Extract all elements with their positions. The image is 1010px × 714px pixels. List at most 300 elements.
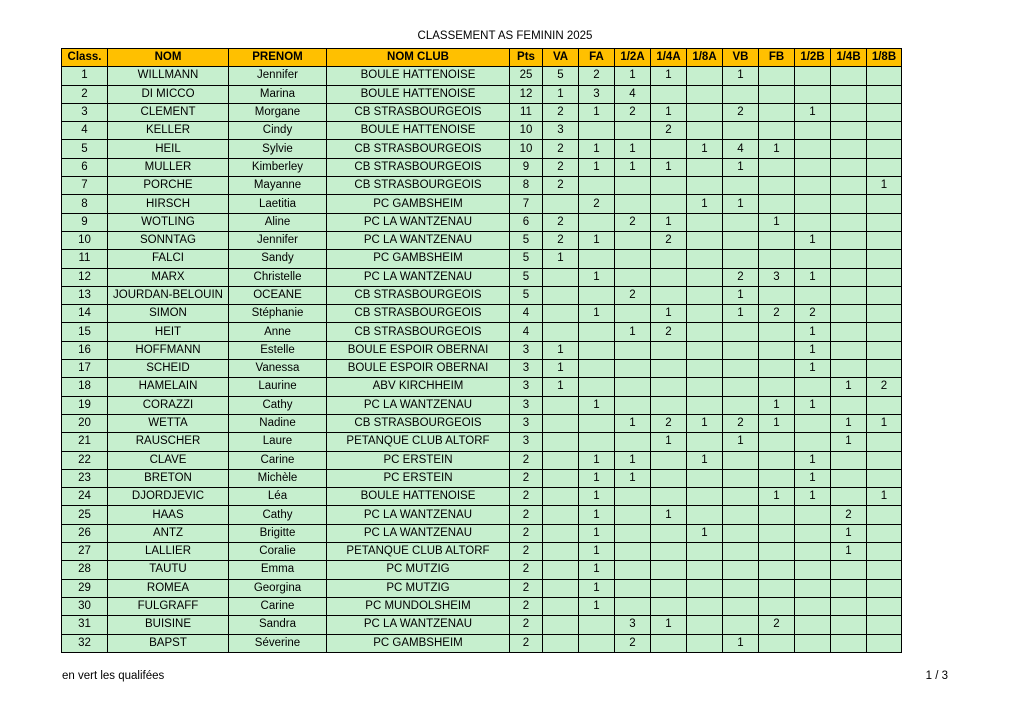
table-cell: Sandy — [229, 250, 327, 268]
table-cell: Mayanne — [229, 177, 327, 195]
table-cell: 1 — [62, 67, 108, 85]
table-cell — [723, 543, 759, 561]
table-cell — [687, 579, 723, 597]
table-cell: 2 — [651, 323, 687, 341]
table-cell — [543, 469, 579, 487]
table-cell — [687, 469, 723, 487]
table-cell: JOURDAN-BELOUIN — [108, 286, 229, 304]
table-cell — [615, 250, 651, 268]
table-cell: 1 — [687, 140, 723, 158]
table-cell — [615, 378, 651, 396]
table-cell: 8 — [510, 177, 543, 195]
table-cell — [651, 451, 687, 469]
table-cell — [543, 396, 579, 414]
table-cell: 2 — [723, 268, 759, 286]
table-cell: 1 — [723, 433, 759, 451]
table-cell — [759, 286, 795, 304]
table-cell — [651, 561, 687, 579]
table-row — [62, 158, 902, 176]
table-cell: 14 — [62, 305, 108, 323]
table-cell — [867, 360, 902, 378]
table-cell: 1 — [651, 433, 687, 451]
table-cell: 10 — [510, 140, 543, 158]
table-cell: CB STRASBOURGEOIS — [327, 414, 510, 432]
table-cell: 1 — [795, 268, 831, 286]
table-cell: 7 — [62, 177, 108, 195]
table-cell: 1 — [759, 414, 795, 432]
table-cell: 1 — [543, 85, 579, 103]
table-cell — [543, 579, 579, 597]
column-header: VA — [543, 49, 579, 67]
table-cell: CB STRASBOURGEOIS — [327, 305, 510, 323]
table-cell: 6 — [62, 158, 108, 176]
table-cell — [795, 286, 831, 304]
table-cell: 5 — [510, 286, 543, 304]
table-cell — [795, 158, 831, 176]
table-cell — [543, 597, 579, 615]
table-cell: 2 — [759, 305, 795, 323]
table-cell: Emma — [229, 561, 327, 579]
table-row — [62, 268, 902, 286]
table-cell: HAAS — [108, 506, 229, 524]
table-cell — [831, 177, 867, 195]
column-header: 1/8A — [687, 49, 723, 67]
table-row — [62, 451, 902, 469]
table-cell: Laetitia — [229, 195, 327, 213]
table-row — [62, 250, 902, 268]
table-cell: Laure — [229, 433, 327, 451]
table-cell — [543, 561, 579, 579]
table-row — [62, 360, 902, 378]
table-cell — [759, 360, 795, 378]
table-row — [62, 433, 902, 451]
table-cell: 2 — [510, 543, 543, 561]
table-cell: 1 — [579, 561, 615, 579]
column-header: FA — [579, 49, 615, 67]
table-cell: PC LA WANTZENAU — [327, 268, 510, 286]
column-header: NOM CLUB — [327, 49, 510, 67]
table-cell — [723, 323, 759, 341]
table-cell: 2 — [615, 286, 651, 304]
column-header: Pts — [510, 49, 543, 67]
table-cell — [651, 597, 687, 615]
table-cell — [615, 305, 651, 323]
table-cell: LALLIER — [108, 543, 229, 561]
table-cell — [723, 524, 759, 542]
table-cell: 1 — [615, 323, 651, 341]
table-row — [62, 67, 902, 85]
table-cell: Jennifer — [229, 67, 327, 85]
table-cell — [831, 360, 867, 378]
table-cell: 15 — [62, 323, 108, 341]
table-cell — [543, 634, 579, 652]
table-cell — [831, 634, 867, 652]
table-cell: PETANQUE CLUB ALTORF — [327, 543, 510, 561]
table-cell: PC MUTZIG — [327, 561, 510, 579]
table-cell — [651, 195, 687, 213]
table-cell: 1 — [579, 396, 615, 414]
table-cell: 1 — [831, 414, 867, 432]
table-cell — [651, 140, 687, 158]
table-cell: 2 — [615, 103, 651, 121]
table-cell: 2 — [510, 524, 543, 542]
table-cell — [687, 506, 723, 524]
table-cell — [723, 506, 759, 524]
table-cell — [579, 250, 615, 268]
table-cell: WOTLING — [108, 213, 229, 231]
table-cell — [759, 250, 795, 268]
table-body — [62, 67, 902, 653]
table-cell: 4 — [723, 140, 759, 158]
table-cell — [615, 396, 651, 414]
table-cell — [651, 579, 687, 597]
table-cell — [687, 396, 723, 414]
page-number: 1 / 3 — [925, 670, 948, 682]
table-cell — [759, 341, 795, 359]
table-cell: 2 — [651, 414, 687, 432]
table-cell: 10 — [62, 231, 108, 249]
table-cell: BOULE ESPOIR OBERNAI — [327, 341, 510, 359]
table-cell: 1 — [543, 250, 579, 268]
table-cell — [579, 360, 615, 378]
table-cell: 7 — [510, 195, 543, 213]
table-cell: RAUSCHER — [108, 433, 229, 451]
table-cell: 1 — [723, 158, 759, 176]
table-cell: 1 — [579, 488, 615, 506]
table-cell: 1 — [795, 323, 831, 341]
table-cell: 2 — [543, 177, 579, 195]
table-cell: HIRSCH — [108, 195, 229, 213]
table-cell — [543, 305, 579, 323]
table-cell: 2 — [615, 213, 651, 231]
table-cell: 2 — [795, 305, 831, 323]
table-cell: 1 — [723, 634, 759, 652]
table-cell — [759, 543, 795, 561]
table-cell — [579, 122, 615, 140]
table-cell: 11 — [510, 103, 543, 121]
table-cell: DI MICCO — [108, 85, 229, 103]
table-cell — [615, 506, 651, 524]
table-cell: 6 — [510, 213, 543, 231]
table-cell — [651, 634, 687, 652]
table-cell: PORCHE — [108, 177, 229, 195]
table-row — [62, 85, 902, 103]
table-cell — [579, 378, 615, 396]
column-header: 1/2A — [615, 49, 651, 67]
table-cell — [867, 286, 902, 304]
table-row — [62, 140, 902, 158]
table-cell — [651, 396, 687, 414]
table-cell: 3 — [579, 85, 615, 103]
table-cell — [543, 195, 579, 213]
table-cell: PC MUTZIG — [327, 579, 510, 597]
table-cell — [723, 378, 759, 396]
table-cell — [831, 305, 867, 323]
table-cell — [759, 433, 795, 451]
table-cell: 2 — [62, 85, 108, 103]
table-cell: Marina — [229, 85, 327, 103]
table-cell — [795, 177, 831, 195]
table-cell — [723, 488, 759, 506]
table-cell: PC GAMBSHEIM — [327, 195, 510, 213]
table-row — [62, 122, 902, 140]
table-cell — [723, 469, 759, 487]
table-cell — [579, 341, 615, 359]
table-cell — [867, 323, 902, 341]
table-cell — [759, 323, 795, 341]
table-cell — [615, 195, 651, 213]
table-cell — [867, 634, 902, 652]
table-cell — [723, 122, 759, 140]
table-cell: 1 — [831, 433, 867, 451]
table-cell: Stéphanie — [229, 305, 327, 323]
table-cell: 4 — [510, 305, 543, 323]
table-cell — [687, 360, 723, 378]
table-cell: 1 — [651, 616, 687, 634]
table-cell: 16 — [62, 341, 108, 359]
table-cell — [867, 250, 902, 268]
column-header: 1/4B — [831, 49, 867, 67]
table-cell: 2 — [579, 195, 615, 213]
table-cell — [831, 85, 867, 103]
table-cell: 2 — [723, 414, 759, 432]
table-row — [62, 597, 902, 615]
table-cell: 1 — [759, 488, 795, 506]
table-cell — [759, 634, 795, 652]
table-cell — [867, 433, 902, 451]
footer-note: en vert les qualifées — [62, 670, 165, 682]
table-cell: BOULE HATTENOISE — [327, 122, 510, 140]
table-cell: 5 — [543, 67, 579, 85]
table-cell — [543, 433, 579, 451]
table-cell: 2 — [543, 231, 579, 249]
table-cell: WETTA — [108, 414, 229, 432]
table-row — [62, 213, 902, 231]
table-cell: 3 — [615, 616, 651, 634]
table-cell: 13 — [62, 286, 108, 304]
table-cell — [687, 286, 723, 304]
table-cell: 5 — [62, 140, 108, 158]
table-cell — [795, 378, 831, 396]
table-cell: CLAVE — [108, 451, 229, 469]
table-cell: 1 — [831, 524, 867, 542]
table-cell: PC LA WANTZENAU — [327, 231, 510, 249]
table-cell: 1 — [615, 158, 651, 176]
table-cell — [543, 323, 579, 341]
table-cell: BOULE HATTENOISE — [327, 488, 510, 506]
table-cell — [543, 616, 579, 634]
table-cell: HAMELAIN — [108, 378, 229, 396]
table-cell — [651, 469, 687, 487]
column-header: 1/2B — [795, 49, 831, 67]
table-cell: 19 — [62, 396, 108, 414]
table-cell: 9 — [62, 213, 108, 231]
table-cell: Michèle — [229, 469, 327, 487]
table-cell — [543, 488, 579, 506]
table-cell: CB STRASBOURGEOIS — [327, 103, 510, 121]
table-cell — [867, 543, 902, 561]
table-cell: 1 — [651, 103, 687, 121]
table-cell — [867, 195, 902, 213]
table-cell — [723, 250, 759, 268]
table-cell: KELLER — [108, 122, 229, 140]
table-cell: 4 — [615, 85, 651, 103]
table-cell: 25 — [62, 506, 108, 524]
table-cell — [687, 597, 723, 615]
table-cell: Kimberley — [229, 158, 327, 176]
table-cell — [687, 213, 723, 231]
table-cell: 1 — [543, 341, 579, 359]
table-cell: CB STRASBOURGEOIS — [327, 323, 510, 341]
table-cell: 2 — [510, 451, 543, 469]
table-cell: Morgane — [229, 103, 327, 121]
table-cell: 1 — [579, 543, 615, 561]
table-cell — [867, 122, 902, 140]
table-cell: Christelle — [229, 268, 327, 286]
table-cell: 1 — [831, 543, 867, 561]
table-cell: 4 — [62, 122, 108, 140]
table-cell — [687, 231, 723, 249]
table-cell: SCHEID — [108, 360, 229, 378]
table-cell — [615, 579, 651, 597]
table-cell — [759, 103, 795, 121]
table-cell — [615, 341, 651, 359]
table-cell: 20 — [62, 414, 108, 432]
table-cell: PC LA WANTZENAU — [327, 396, 510, 414]
table-cell — [759, 597, 795, 615]
table-cell: 32 — [62, 634, 108, 652]
table-cell: 5 — [510, 231, 543, 249]
table-cell: 3 — [543, 122, 579, 140]
table-cell — [867, 231, 902, 249]
table-cell — [759, 524, 795, 542]
table-cell — [831, 323, 867, 341]
table-cell — [759, 177, 795, 195]
table-cell: Sandra — [229, 616, 327, 634]
table-cell: CB STRASBOURGEOIS — [327, 140, 510, 158]
table-cell — [615, 268, 651, 286]
table-cell: 27 — [62, 543, 108, 561]
table-row — [62, 323, 902, 341]
table-cell — [867, 524, 902, 542]
table-cell: 23 — [62, 469, 108, 487]
table-cell: 3 — [510, 396, 543, 414]
table-cell — [795, 67, 831, 85]
table-cell: 1 — [831, 378, 867, 396]
table-cell: 2 — [543, 213, 579, 231]
table-cell — [831, 231, 867, 249]
table-cell: 12 — [510, 85, 543, 103]
table-cell: 1 — [651, 305, 687, 323]
table-cell — [867, 67, 902, 85]
table-cell — [723, 396, 759, 414]
table-cell: 2 — [543, 103, 579, 121]
table-cell — [795, 122, 831, 140]
table-cell — [579, 414, 615, 432]
table-cell — [687, 67, 723, 85]
table-cell — [687, 85, 723, 103]
table-row — [62, 414, 902, 432]
table-cell: SIMON — [108, 305, 229, 323]
table-cell: 1 — [687, 451, 723, 469]
table-cell: 25 — [510, 67, 543, 85]
table-cell: 1 — [759, 396, 795, 414]
table-cell: OCEANE — [229, 286, 327, 304]
table-cell — [795, 414, 831, 432]
table-cell: HEIL — [108, 140, 229, 158]
table-cell — [579, 433, 615, 451]
table-cell: PC GAMBSHEIM — [327, 250, 510, 268]
table-cell: ANTZ — [108, 524, 229, 542]
table-cell — [579, 634, 615, 652]
table-cell — [723, 213, 759, 231]
table-cell — [759, 67, 795, 85]
column-header: Class. — [62, 49, 108, 67]
table-cell — [687, 561, 723, 579]
table-cell: SONNTAG — [108, 231, 229, 249]
table-cell — [723, 177, 759, 195]
table-cell — [687, 433, 723, 451]
table-cell: 9 — [510, 158, 543, 176]
table-cell — [651, 341, 687, 359]
table-cell: 2 — [831, 506, 867, 524]
table-cell — [651, 378, 687, 396]
table-cell — [687, 378, 723, 396]
table-cell: BRETON — [108, 469, 229, 487]
table-cell: 1 — [579, 451, 615, 469]
table-cell — [615, 488, 651, 506]
table-cell: MARX — [108, 268, 229, 286]
table-row — [62, 579, 902, 597]
table-cell: CLEMENT — [108, 103, 229, 121]
table-cell: 1 — [795, 469, 831, 487]
table-row — [62, 488, 902, 506]
table-cell: 3 — [759, 268, 795, 286]
table-cell: 1 — [579, 158, 615, 176]
table-cell — [831, 597, 867, 615]
table-cell: 31 — [62, 616, 108, 634]
table-cell — [687, 103, 723, 121]
table-cell — [795, 213, 831, 231]
table-cell: 1 — [543, 360, 579, 378]
table-cell: 1 — [651, 506, 687, 524]
table-cell: 1 — [543, 378, 579, 396]
table-cell: Cathy — [229, 396, 327, 414]
table-cell — [723, 85, 759, 103]
table-cell — [723, 341, 759, 359]
table-cell — [831, 158, 867, 176]
table-cell — [687, 177, 723, 195]
table-cell: Aline — [229, 213, 327, 231]
table-cell: 1 — [795, 396, 831, 414]
table-cell — [543, 543, 579, 561]
table-cell — [867, 469, 902, 487]
table-cell: 1 — [579, 305, 615, 323]
table-cell — [579, 323, 615, 341]
column-header: PRENOM — [229, 49, 327, 67]
table-cell: 1 — [723, 195, 759, 213]
table-cell: PC ERSTEIN — [327, 469, 510, 487]
table-row — [62, 305, 902, 323]
table-cell: 5 — [510, 250, 543, 268]
table-cell — [723, 561, 759, 579]
table-cell — [831, 268, 867, 286]
table-cell: Georgina — [229, 579, 327, 597]
table-cell — [615, 177, 651, 195]
table-cell: ABV KIRCHHEIM — [327, 378, 510, 396]
ranking-table — [61, 48, 902, 653]
table-cell — [651, 85, 687, 103]
